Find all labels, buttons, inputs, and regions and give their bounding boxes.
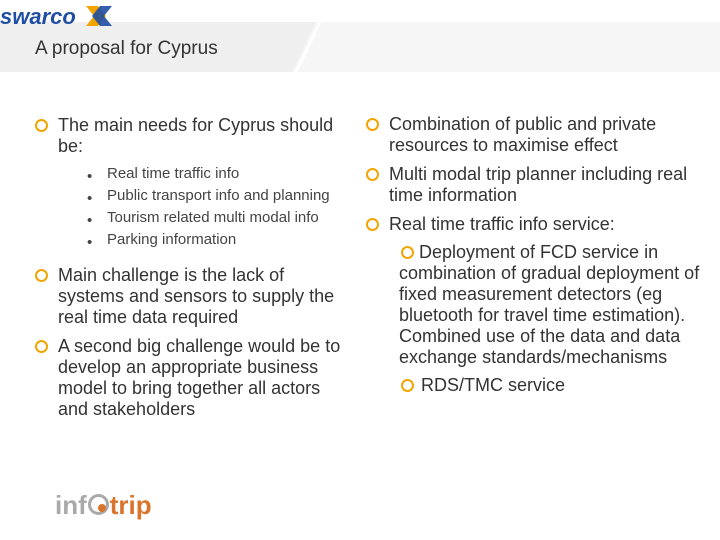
sub-bullet-fcd: Deployment of FCD service in combination of gradual deployment of fixed measurement detectors (eg bluetooth for travel time estimation). Combined use of the data and data exchange standards/mechanisms bbox=[399, 242, 700, 367]
needs-sub-list bbox=[81, 163, 355, 251]
left-bullet-needs: The main needs for Cyprus should be: • Real time traffic info • Public transport info and planning • Tourism related multi modal info • Parking information bbox=[35, 115, 355, 251]
right-column bbox=[366, 114, 706, 396]
left-bullet-main-challenge: Main challenge is the lack of systems and sensors to supply the real time data required bbox=[35, 265, 355, 328]
bullet-dot-icon: • bbox=[87, 234, 93, 251]
bullet-ring-icon bbox=[366, 118, 379, 131]
bullet-dot-icon: • bbox=[87, 190, 93, 207]
right-bullet-trip-planner: Multi modal trip planner including real time information bbox=[366, 164, 706, 206]
infotrip-logo: inf trip bbox=[55, 490, 152, 520]
sub-bullet-rds-tmc: RDS/TMC service bbox=[401, 375, 706, 396]
swarco-logo bbox=[0, 0, 120, 32]
list-item: • Tourism related multi modal info bbox=[81, 207, 355, 229]
bullet-ring-icon bbox=[366, 218, 379, 231]
brand-logo-text: swarco bbox=[0, 4, 76, 29]
page-title: A proposal for Cyprus bbox=[35, 38, 218, 59]
bullet-ring-icon bbox=[401, 379, 414, 392]
header-band bbox=[0, 0, 720, 80]
left-bullet-second-challenge: A second big challenge would be to develop an appropriate business model to bring together all actors and stakeholders bbox=[35, 336, 355, 420]
bullet-ring-icon bbox=[35, 340, 48, 353]
bullet-ring-icon bbox=[35, 269, 48, 282]
bullet-dot-icon: • bbox=[87, 168, 93, 185]
bullet-ring-icon bbox=[366, 168, 379, 181]
bullet-dot-icon: • bbox=[87, 212, 93, 229]
list-item: • Parking information bbox=[81, 229, 355, 251]
right-bullet-combination: Combination of public and private resources to maximise effect bbox=[366, 114, 706, 156]
bullet-ring-icon bbox=[35, 119, 48, 132]
right-bullet-traffic-service: Real time traffic info service: bbox=[366, 214, 706, 235]
logo-o-icon bbox=[88, 494, 109, 515]
bullet-ring-icon bbox=[401, 246, 414, 259]
list-item: • Public transport info and planning bbox=[81, 185, 355, 207]
list-item: • Real time traffic info bbox=[81, 163, 355, 185]
left-column bbox=[35, 115, 355, 420]
